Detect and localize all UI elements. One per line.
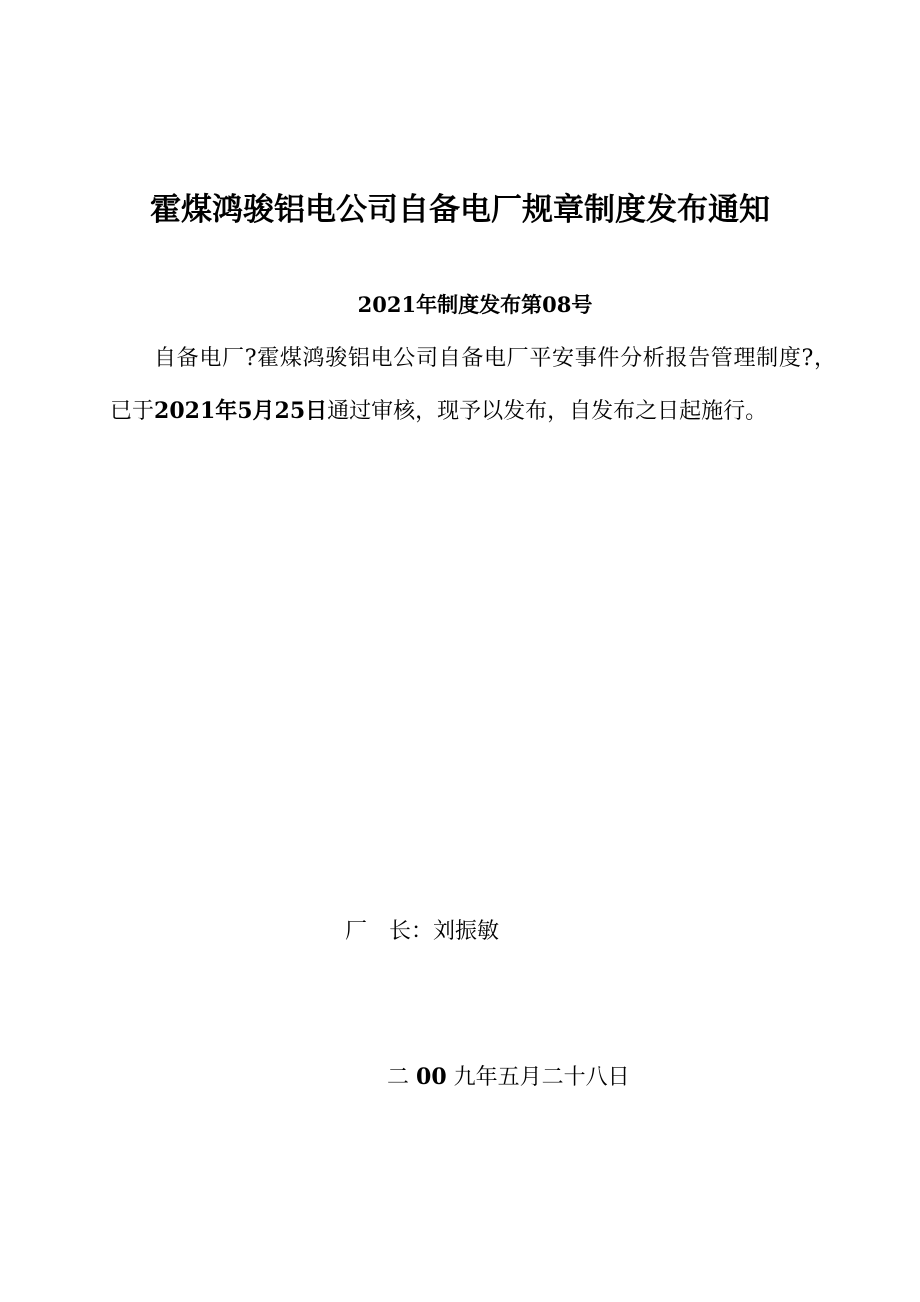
notice-body-part1: 自备电厂?霍煤鸿骏铝电公司自备电厂平安事件分析报告管理制度?，已于 — [110, 346, 836, 424]
document-number: 2021年制度发布第08号 — [357, 292, 593, 317]
approval-date: 2021年5月25日 — [154, 398, 328, 424]
issue-date — [387, 1057, 630, 1098]
signature-name: 刘振敏 — [433, 919, 500, 944]
notice-body-part2: 通过审核，现予以发布，自发布之日起施行。 — [327, 399, 768, 424]
issue-date-suffix: 九年五月二十八日 — [453, 1065, 630, 1090]
notice-body — [110, 333, 836, 438]
issue-date-prefix: 二 — [387, 1065, 410, 1090]
document-title: 霍煤鸿骏铝电公司自备电厂规章制度发布通知 — [150, 192, 770, 228]
signature-line — [345, 912, 499, 952]
issue-date-digits: 00 — [416, 1064, 447, 1090]
signature-label: 厂 长： — [345, 919, 434, 944]
